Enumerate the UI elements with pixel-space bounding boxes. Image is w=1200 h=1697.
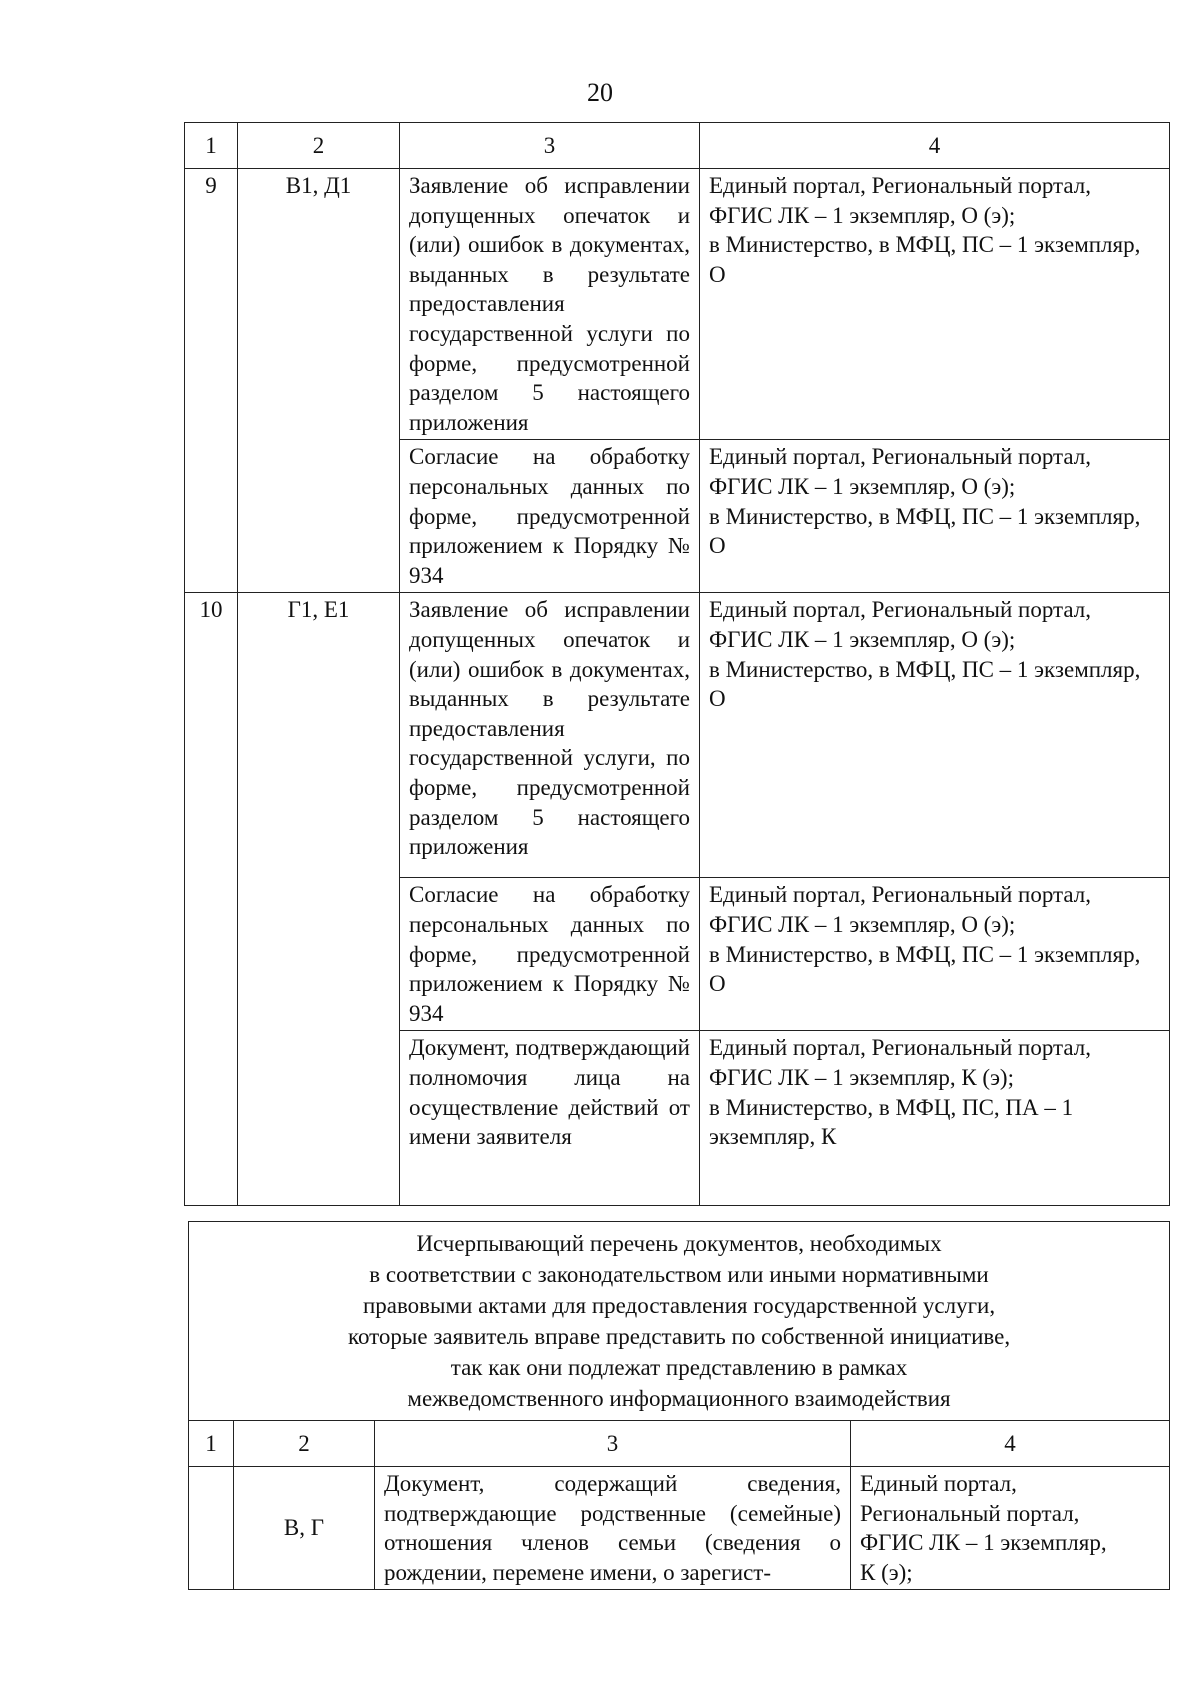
header-col-2: 2	[234, 1421, 375, 1467]
header-col-2: 2	[238, 123, 400, 169]
heading-line: так как они подлежат представлению в рамках	[450, 1355, 908, 1380]
header-col-4: 4	[851, 1421, 1170, 1467]
section-heading	[189, 1222, 1170, 1421]
submission-line: Единый портал, Региональный портал, ФГИС ЛК – 1 экземпляр, О (э);	[709, 882, 1092, 937]
submission-line: ФГИС ЛК – 1 экземпляр,	[860, 1530, 1107, 1556]
submission-method	[700, 593, 1170, 878]
document-name: Согласие на обработку персональных данных по форме, предусмотренной приложением к Порядку № 934	[400, 878, 700, 1031]
submission-line: Единый портал, Региональный портал, ФГИС ЛК – 1 экземпляр, О (э);	[709, 444, 1092, 499]
header-col-1: 1	[185, 123, 238, 169]
row-number: 10	[185, 593, 238, 1206]
document-name: Документ, подтверждающий полномочия лица на осуществление действий от имени заявителя	[400, 1031, 700, 1206]
heading-line: которые заявитель вправе представить по собственной инициативе,	[347, 1324, 1011, 1349]
heading-line: правовыми актами для предоставления государственной услуги,	[362, 1293, 996, 1318]
table-row	[185, 169, 1170, 440]
submission-line: в Министерство, в МФЦ, ПС – 1 экземпляр, О	[709, 941, 1141, 997]
table-row	[185, 593, 1170, 878]
table-header-row	[189, 1421, 1170, 1467]
documents-table	[184, 122, 1170, 1206]
table-header-row	[185, 123, 1170, 169]
heading-line: межведомственного информационного взаимодействия	[407, 1386, 951, 1411]
page-number: 20	[587, 78, 613, 107]
submission-line: Единый портал, Региональный портал, ФГИС ЛК – 1 экземпляр, К (э);	[709, 1035, 1092, 1090]
submission-line: в Министерство, в МФЦ, ПС, ПА – 1 экземпляр, К	[709, 1094, 1074, 1150]
header-col-4: 4	[700, 123, 1170, 169]
submission-method	[700, 440, 1170, 593]
optional-documents-table	[188, 1221, 1170, 1590]
submission-method	[700, 878, 1170, 1031]
submission-line: в Министерство, в МФЦ, ПС – 1 экземпляр, О	[709, 656, 1141, 712]
submission-line: в Министерство, в МФЦ, ПС – 1 экземпляр, О	[709, 503, 1141, 559]
submission-line: Единый портал,	[860, 1471, 1017, 1496]
document-name: Документ, содержащий сведения, подтверждающие родственные (семейные) отношения членов семьи (сведения о рождении, перемене имени, о зарегист-	[375, 1467, 851, 1590]
submission-method	[700, 169, 1170, 440]
document-name: Заявление об исправлении допущенных опечаток и (или) ошибок в документах, выданных в результате предоставления государственной услуги по форме, предусмотренной разделом 5 настоящего приложения	[400, 169, 700, 440]
document-name: Заявление об исправлении допущенных опечаток и (или) ошибок в документах, выданных в результате предоставления государственной услуги, по форме, предусмотренной разделом 5 настоящего приложения	[400, 593, 700, 878]
submission-line: в Министерство, в МФЦ, ПС – 1 экземпляр, О	[709, 232, 1141, 287]
document-name: Согласие на обработку персональных данных по форме, предусмотренной приложением к Порядку № 934	[400, 440, 700, 593]
row-number: 9	[185, 169, 238, 593]
submission-line: Региональный портал,	[860, 1500, 1080, 1526]
header-col-3: 3	[400, 123, 700, 169]
heading-line: Исчерпывающий перечень документов, необходимых	[416, 1231, 942, 1256]
submission-line: Единый портал, Региональный портал, ФГИС ЛК – 1 экземпляр, О (э);	[709, 597, 1092, 652]
header-col-1: 1	[189, 1421, 234, 1467]
row-number	[189, 1467, 234, 1590]
submission-line: Единый портал, Региональный портал, ФГИС ЛК – 1 экземпляр, О (э);	[709, 173, 1092, 228]
section-heading-row	[189, 1222, 1170, 1421]
heading-line: в соответствии с законодательством или иными нормативными	[369, 1262, 989, 1287]
table-row	[189, 1467, 1170, 1590]
row-code: Г1, Е1	[238, 593, 400, 1206]
submission-method	[851, 1467, 1170, 1590]
submission-line: К (э);	[860, 1559, 913, 1585]
row-code: В, Г	[234, 1467, 375, 1590]
row-code: В1, Д1	[238, 169, 400, 593]
header-col-3: 3	[375, 1421, 851, 1467]
submission-method	[700, 1031, 1170, 1206]
